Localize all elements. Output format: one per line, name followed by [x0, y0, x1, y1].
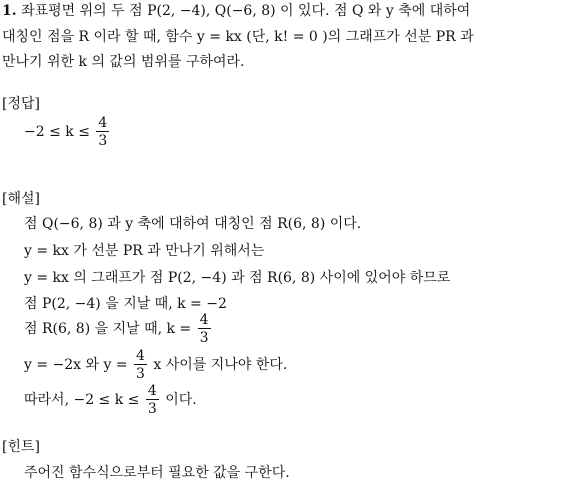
answer-expression	[24, 116, 111, 148]
solution-line-1: 점 Q(−6, 8) 과 y 축에 대하여 대칭인 점 R(6, 8) 이다.	[24, 216, 362, 232]
solution-line-5-num: 4	[199, 312, 209, 328]
answer-frac-num: 4	[98, 115, 108, 131]
problem-line-1	[2, 4, 470, 18]
solution-line-6-den: 3	[136, 366, 145, 382]
hint-header: [힌트]	[2, 439, 40, 455]
solution-line-3: y = kx 의 그래프가 점 P(2, −4) 과 점 R(6, 8) 사이에 있어야 하므로	[24, 270, 451, 286]
solution-line-7-left: 따라서, −2 ≤ k ≤	[24, 392, 140, 408]
solution-line-4: 점 P(2, −4) 을 지날 때, k = −2	[24, 296, 227, 312]
solution-line-6-right: x 사이를 지나야 한다.	[153, 357, 288, 373]
solution-line-7-num: 4	[147, 383, 157, 399]
solution-line-7-den: 3	[147, 401, 157, 417]
solution-line-5-fraction	[198, 313, 211, 345]
solution-line-5-left: 점 R(6, 8) 을 지날 때, k =	[24, 321, 192, 337]
solution-line-5-den: 3	[199, 330, 209, 346]
solution-line-6	[24, 349, 287, 381]
solution-line-7	[24, 384, 197, 416]
solution-line-5	[24, 313, 213, 345]
solution-line-2: y = kx 가 선분 PR 과 만나기 위해서는	[24, 243, 265, 259]
problem-line-2: 대칭인 점을 R 이라 할 때, 함수 y = kx (단, k! = 0 )의 그래프가 선분 PR 과	[2, 29, 474, 45]
solution-line-7-fraction	[146, 384, 159, 416]
solution-line-6-num: 4	[136, 348, 145, 364]
solution-line-6-fraction	[134, 349, 147, 381]
problem-line-3: 만나기 위한 k 의 값의 범위를 구하여라.	[2, 54, 245, 70]
answer-header: [정답]	[2, 96, 40, 112]
answer-frac-den: 3	[98, 133, 108, 149]
problem-number: 1.	[2, 3, 17, 19]
hint-line-1: 주어진 함수식으로부터 필요한 값을 구한다.	[24, 465, 290, 481]
solution-line-6-left: y = −2x 와 y =	[24, 357, 128, 373]
solution-line-7-right: 이다.	[165, 392, 197, 408]
answer-expr-left: −2 ≤ k ≤	[24, 124, 90, 140]
answer-fraction	[96, 116, 109, 148]
solution-header: [해설]	[2, 191, 40, 207]
problem-text-1: 좌표평면 위의 두 점 P(2, −4), Q(−6, 8) 이 있다. 점 Q 와 y 축에 대하여	[21, 3, 471, 19]
